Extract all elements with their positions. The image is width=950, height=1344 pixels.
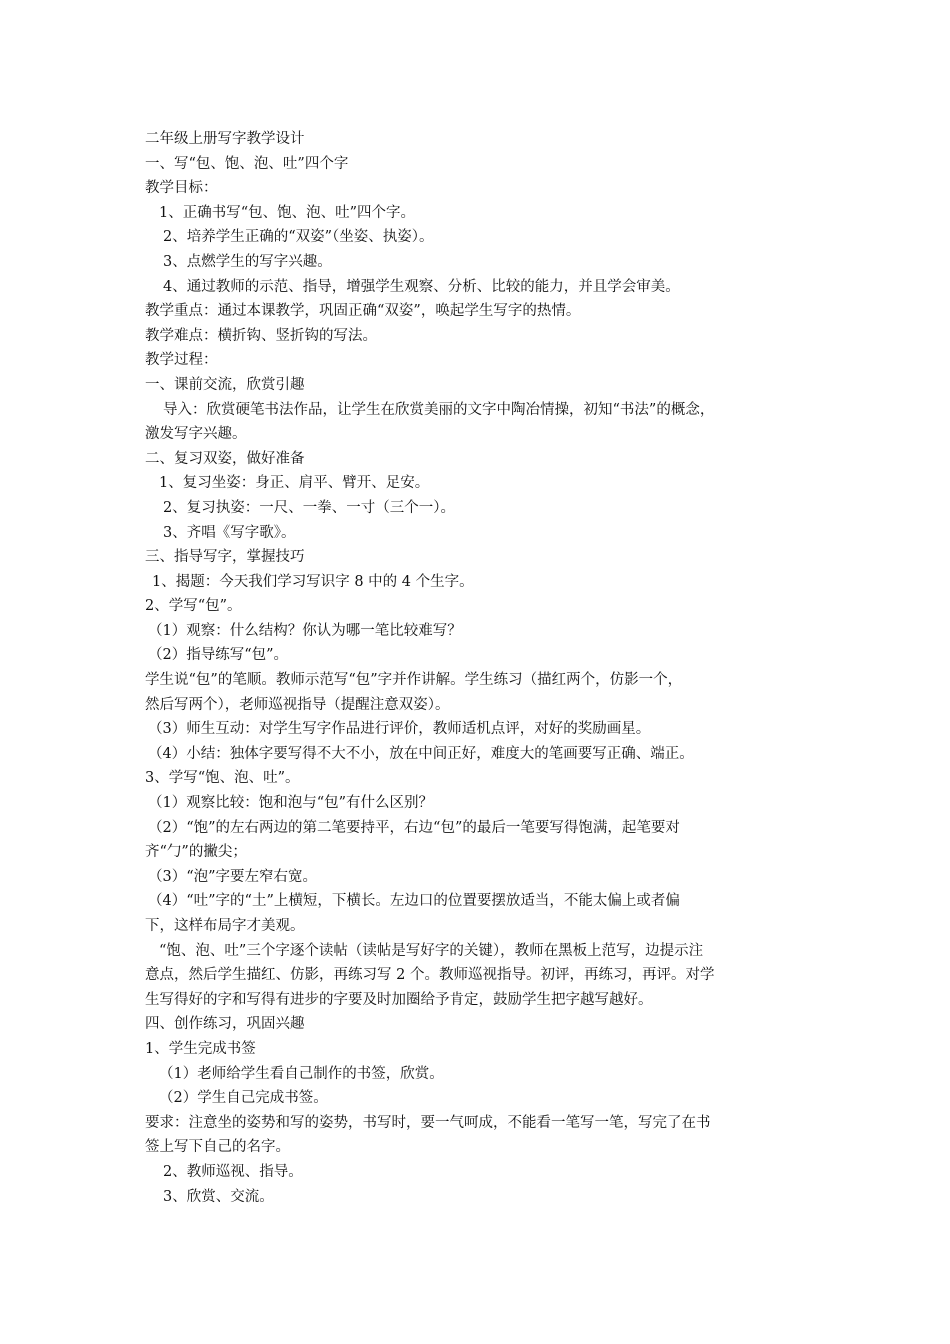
section-heading: 二、复习双姿，做好准备 — [145, 450, 305, 467]
section-heading: 一、课前交流，欣赏引趣 — [145, 376, 305, 393]
sub-item: （4）“吐”字的“土”上横短，下横长。左边口的位置要摆放适当，不能太偏上或者偏 — [148, 893, 680, 910]
sub-item: （2）指导练写“包”。 — [148, 647, 289, 664]
list-item: 1、学生完成书签 — [145, 1040, 256, 1057]
sub-item: （1）观察比较：饱和泡与“包”有什么区别？ — [148, 795, 434, 812]
list-item: 2、学写“包”。 — [145, 598, 242, 615]
list-item: 3、欣赏、交流。 — [163, 1188, 274, 1205]
objective-item: 3、点燃学生的写字兴趣。 — [163, 253, 332, 270]
list-item: 3、齐唱《写字歌》。 — [163, 524, 296, 541]
objective-item: 4、通过教师的示范、指导，增强学生观察、分析、比较的能力，并且学会审美。 — [163, 278, 680, 295]
document-body — [145, 127, 825, 1209]
objective-item: 1、正确书写“包、饱、泡、吐”四个字。 — [159, 204, 416, 221]
difficult-point: 教学难点：横折钩、竖折钩的写法。 — [145, 327, 377, 344]
section-heading: 三、指导写字，掌握技巧 — [145, 549, 305, 566]
sub-item: （2）学生自己完成书签。 — [159, 1090, 328, 1107]
paragraph-line: “饱、泡、吐”三个字逐个读帖（读帖是写好字的关键），教师在黑板上范写，边提示注 — [159, 942, 704, 959]
paragraph-line: 齐“勹”的撇尖； — [145, 844, 247, 861]
section-heading: 四、创作练习，巩固兴趣 — [145, 1016, 305, 1033]
sub-item: （3）“泡”字要左窄右宽。 — [148, 868, 318, 885]
list-item: 1、揭题：今天我们学习写识字 8 中的 4 个生字。 — [152, 573, 474, 590]
paragraph-line: 学生说“包”的笔顺。教师示范写“包”字并作讲解。学生练习（描红两个，仿影一个， — [145, 672, 683, 689]
sub-item: （1）观察：什么结构？你认为哪一笔比较难写？ — [148, 622, 462, 639]
key-point: 教学重点：通过本课教学，巩固正确“双姿”，唤起学生写字的热情。 — [145, 303, 581, 320]
sub-item: （2）“饱”的左右两边的第二笔要持平，右边“包”的最后一笔要写得饱满，起笔要对 — [148, 819, 680, 836]
paragraph-line: 下，这样布局字才美观。 — [145, 918, 305, 934]
section-heading: 一、写“包、饱、泡、吐”四个字 — [145, 155, 349, 172]
list-item: 2、教师巡视、指导。 — [163, 1163, 303, 1180]
objective-item: 2、培养学生正确的“双姿”（坐姿、执姿）。 — [163, 229, 434, 246]
paragraph-line: 导入：欣赏硬笔书法作品，让学生在欣赏美丽的文字中陶冶情操，初知“书法”的概念， — [163, 401, 715, 418]
paragraph-line: 要求：注意坐的姿势和写的姿势，书写时，要一气呵成，不能看一笔写一笔，写完了在书 — [145, 1114, 711, 1131]
paragraph-line: 生写得好的字和写得有进步的字要及时加圈给予肯定，鼓励学生把字越写越好。 — [145, 991, 653, 1008]
process-label: 教学过程： — [145, 352, 218, 369]
document-title: 二年级上册写字教学设计 — [145, 131, 305, 147]
sub-item: （3）师生互动：对学生写字作品进行评价，教师适机点评，对好的奖励画星。 — [148, 721, 651, 738]
sub-item: （4）小结：独体字要写得不大不小，放在中间正好，难度大的笔画要写正确、端正。 — [148, 745, 694, 762]
paragraph-line: 然后写两个），老师巡视指导（提醒注意双姿）。 — [145, 696, 450, 713]
list-item: 1、复习坐姿：身正、肩平、臂开、足安。 — [159, 475, 430, 492]
paragraph-line: 意点，然后学生描红、仿影，再练习写 2 个。教师巡视指导。初评，再练习，再评。对学 — [145, 967, 715, 984]
objectives-label: 教学目标： — [145, 180, 218, 197]
sub-item: （1）老师给学生看自己制作的书签，欣赏。 — [159, 1065, 444, 1082]
list-item: 3、学写“饱、泡、吐”。 — [145, 770, 300, 787]
paragraph-line: 激发写字兴趣。 — [145, 426, 247, 443]
paragraph-line: 签上写下自己的名字。 — [145, 1139, 290, 1156]
list-item: 2、复习执姿：一尺、一拳、一寸（三个一）。 — [163, 499, 455, 516]
